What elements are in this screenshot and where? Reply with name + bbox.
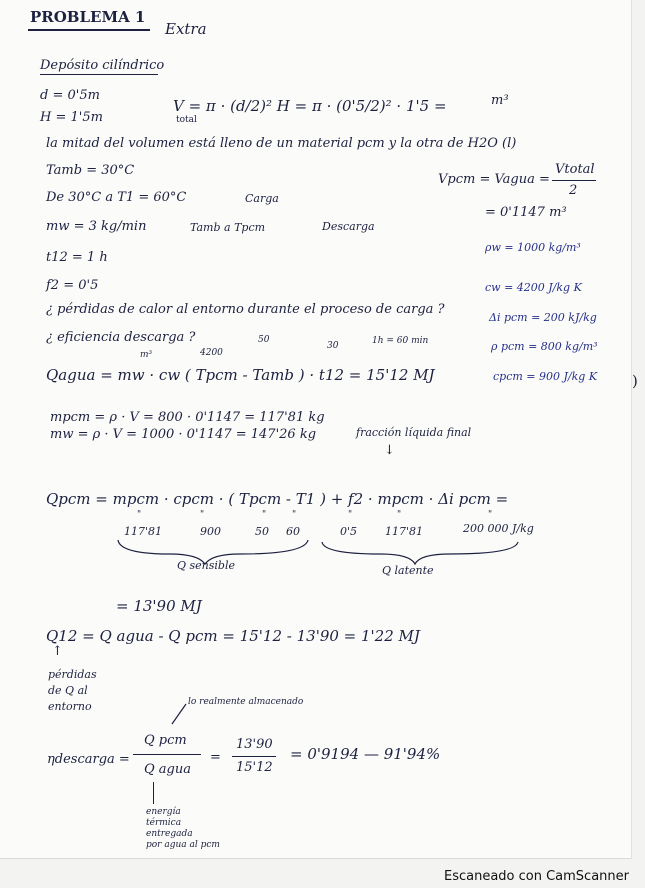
vpcm-equation: Vpcm = Vagua = [438, 172, 550, 187]
tank-heading: Depósito cilíndrico [40, 58, 165, 73]
fraction-f2: f2 = 0'5 [46, 278, 99, 293]
q-water-equation: Qagua = mw · cw ( Tpcm - Tamb ) · t12 = 15'12 MJ [46, 366, 435, 384]
question-losses: ¿ pérdidas de calor al entorno durante el proceso de carga ? [46, 302, 445, 317]
eta-numerator-value: 13'90 [236, 737, 273, 752]
ditto-2: " [200, 510, 205, 520]
value-dh: 200 000 J/kg [463, 522, 534, 535]
value-tpcm: 50 [255, 525, 269, 538]
ditto-4: " [292, 510, 297, 520]
title-underline [28, 29, 150, 31]
water-flow: mw = 3 kg/min [46, 219, 147, 234]
heading-underline [40, 74, 158, 75]
ditto-7: " [488, 510, 493, 520]
ditto-1: " [137, 510, 142, 520]
temp-range: De 30°C a T1 = 60°C [46, 190, 187, 205]
annot-1h: 1h = 60 min [372, 336, 429, 346]
ditto-6: " [397, 510, 402, 520]
vtotal-numerator: Vtotal [555, 162, 595, 177]
time-t12: t12 = 1 h [46, 250, 108, 265]
ambient-temp: Tamb = 30°C [46, 163, 135, 178]
eta-numerator: Q pcm [144, 733, 187, 748]
tamb-to-tpcm: Tamb a Tpcm [190, 221, 266, 234]
losses-line-1: pérdidas [48, 668, 97, 681]
latent-heat-label: Q latente [382, 564, 434, 577]
value-mpcm: 117'81 [124, 525, 163, 538]
annot-50: 50 [258, 335, 270, 345]
efficiency-label: ηdescarga = [47, 752, 130, 767]
value-cpcm: 900 [200, 525, 221, 538]
problem-title: PROBLEMA 1 [30, 8, 146, 26]
discharge-label: Descarga [322, 220, 375, 233]
sensible-heat-label: Q sensible [177, 559, 235, 572]
value-mpcm-2: 117'81 [385, 525, 424, 538]
energy-line-3: entregada [146, 829, 193, 839]
volume-unit: m³ [491, 93, 509, 108]
water-specific-heat: cw = 4200 J/kg K [485, 281, 582, 294]
annot-4200: 4200 [200, 348, 223, 358]
question-efficiency: ¿ eficiencia descarga ? [46, 330, 196, 345]
q-pcm-equation: Qpcm = mpcm · cpcm · ( Tpcm - T1 ) + f2 · mpcm · Δi pcm = [46, 490, 509, 508]
annot-m3: m³ [140, 350, 153, 360]
problem-statement: la mitad del volumen está lleno de un material pcm y la otra de H2O (l) [46, 136, 517, 151]
water-density: ρw = 1000 kg/m³ [485, 241, 581, 254]
losses-line-2: de Q al [48, 684, 88, 697]
ditto-3: " [262, 510, 267, 520]
ditto-5: " [348, 510, 353, 520]
energy-line-2: térmica [146, 818, 182, 828]
volume-formula: V = π · (d/2)² H = π · (0'5/2)² · 1'5 = [173, 97, 447, 115]
q-pcm-value: = 13'90 MJ [116, 597, 202, 615]
eta-denominator-value: 15'12 [236, 760, 273, 775]
charge-label: Carga [245, 192, 279, 205]
diameter: d = 0'5m [40, 88, 100, 103]
extra-label: Extra [165, 20, 207, 38]
water-mass: mw = ρ · V = 1000 · 0'1147 = 147'26 kg [50, 427, 317, 442]
up-arrow: ↑ [52, 644, 63, 659]
efficiency-result: = 0'9194 — 91'94% [290, 745, 441, 763]
fraction-bar [552, 180, 596, 181]
pcm-latent-heat: Δi pcm = 200 kJ/kg [489, 311, 597, 324]
final-liquid-fraction: fracción líquida final [356, 426, 472, 439]
energy-line-4: por agua al pcm [146, 840, 220, 850]
energy-pointer [153, 782, 154, 804]
eta-value-bar [232, 756, 276, 757]
vpcm-value: = 0'1147 m³ [485, 205, 567, 220]
value-f2: 0'5 [340, 525, 358, 538]
eta-denominator: Q agua [144, 762, 191, 777]
really-stored-note: lo realmente almacenado [188, 697, 304, 707]
note-pointer [168, 702, 188, 728]
energy-line-1: energía [146, 807, 181, 817]
vtotal-denominator: 2 [569, 183, 578, 198]
eta-fraction-bar [133, 754, 201, 755]
value-t1: 60 [286, 525, 300, 538]
volume-subscript: total [176, 115, 197, 125]
losses-line-3: entorno [48, 700, 92, 713]
annot-30: 30 [327, 341, 339, 351]
q12-equation: Q12 = Q agua - Q pcm = 15'12 - 13'90 = 1'22 MJ [46, 627, 420, 645]
pcm-density: ρ pcm = 800 kg/m³ [491, 340, 598, 353]
equals-sign: = [210, 750, 221, 765]
pcm-mass: mpcm = ρ · V = 800 · 0'1147 = 117'81 kg [50, 410, 325, 425]
camscanner-watermark: Escaneado con CamScanner [443, 869, 629, 884]
height: H = 1'5m [40, 110, 103, 125]
pcm-specific-heat: cpcm = 900 J/kg K [493, 370, 598, 383]
down-arrow: ↓ [384, 443, 395, 458]
stray-paren: ) [632, 372, 638, 390]
